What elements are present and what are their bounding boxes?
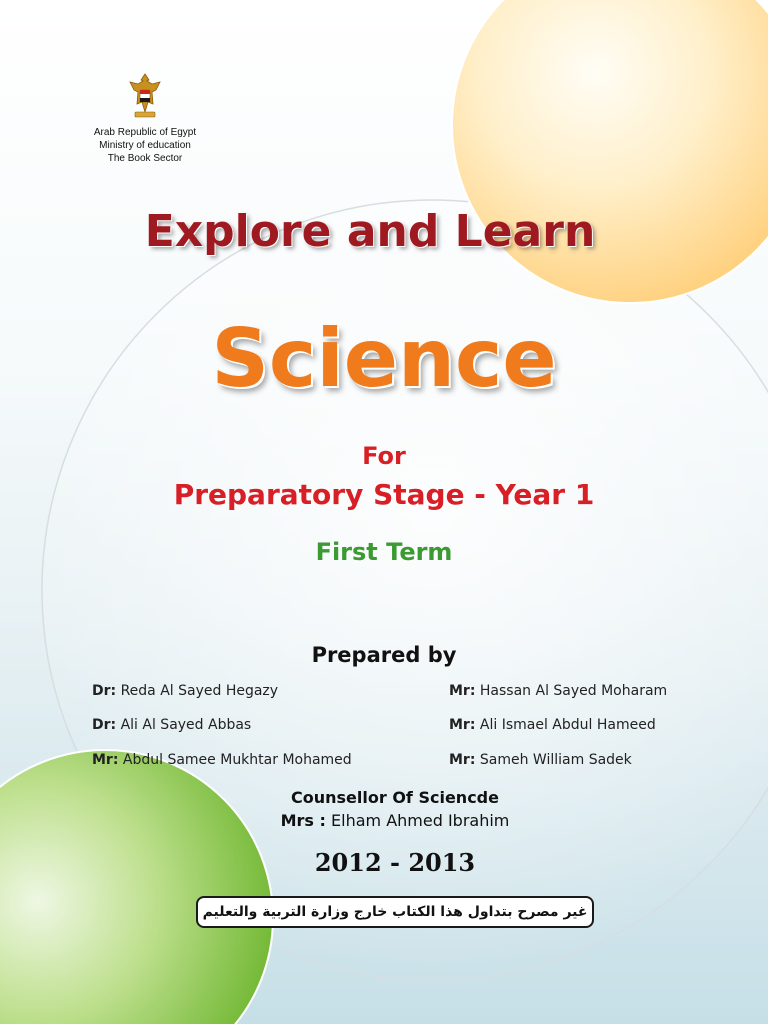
author-prefix: Mr: [449,717,476,733]
title-science: Science [211,312,557,405]
author-prefix: Dr: [92,683,117,699]
author-left-3 [92,752,352,768]
eagle-emblem-icon [126,72,164,120]
author-prefix: Mr: [92,752,119,768]
counsellor-title: Counsellor Of Sciencde [291,788,499,807]
header-country: Arab Republic of Egypt [93,127,197,138]
counsellor-full-name: Elham Ahmed Ibrahim [331,811,510,830]
counsellor-name [0,811,768,830]
author-name: Reda Al Sayed Hegazy [120,683,279,699]
ministry-header [60,126,230,165]
author-left-1 [92,683,278,699]
author-right-1 [449,683,667,699]
title-term: First Term [315,538,453,566]
author-left-2 [92,717,251,733]
title-for: For [362,442,406,470]
author-prefix: Dr: [92,717,117,733]
academic-year: 2012 - 2013 [314,848,476,877]
prepared-by-heading: Prepared by [311,643,457,667]
author-prefix: Mr: [449,683,476,699]
author-prefix: Mr: [449,752,476,768]
author-name: Ali Al Sayed Abbas [120,717,252,733]
distribution-notice [196,896,594,928]
author-right-2 [449,717,656,733]
author-name: Hassan Al Sayed Moharam [479,683,668,699]
author-name: Abdul Samee Mukhtar Mohamed [122,752,352,768]
author-name: Sameh William Sadek [479,752,632,768]
author-right-3 [449,752,632,768]
counsellor-prefix: Mrs : [280,811,326,830]
header-sector: The Book Sector [107,153,183,164]
title-explore-and-learn: Explore and Learn [144,206,596,257]
author-name: Ali Ismael Abdul Hameed [479,717,656,733]
notice-text: غير مصرح بتداول هذا الكتاب خارج وزارة التربية والتعليم [202,904,588,920]
header-ministry: Ministry of education [99,140,191,151]
title-stage: Preparatory Stage - Year 1 [173,478,595,511]
